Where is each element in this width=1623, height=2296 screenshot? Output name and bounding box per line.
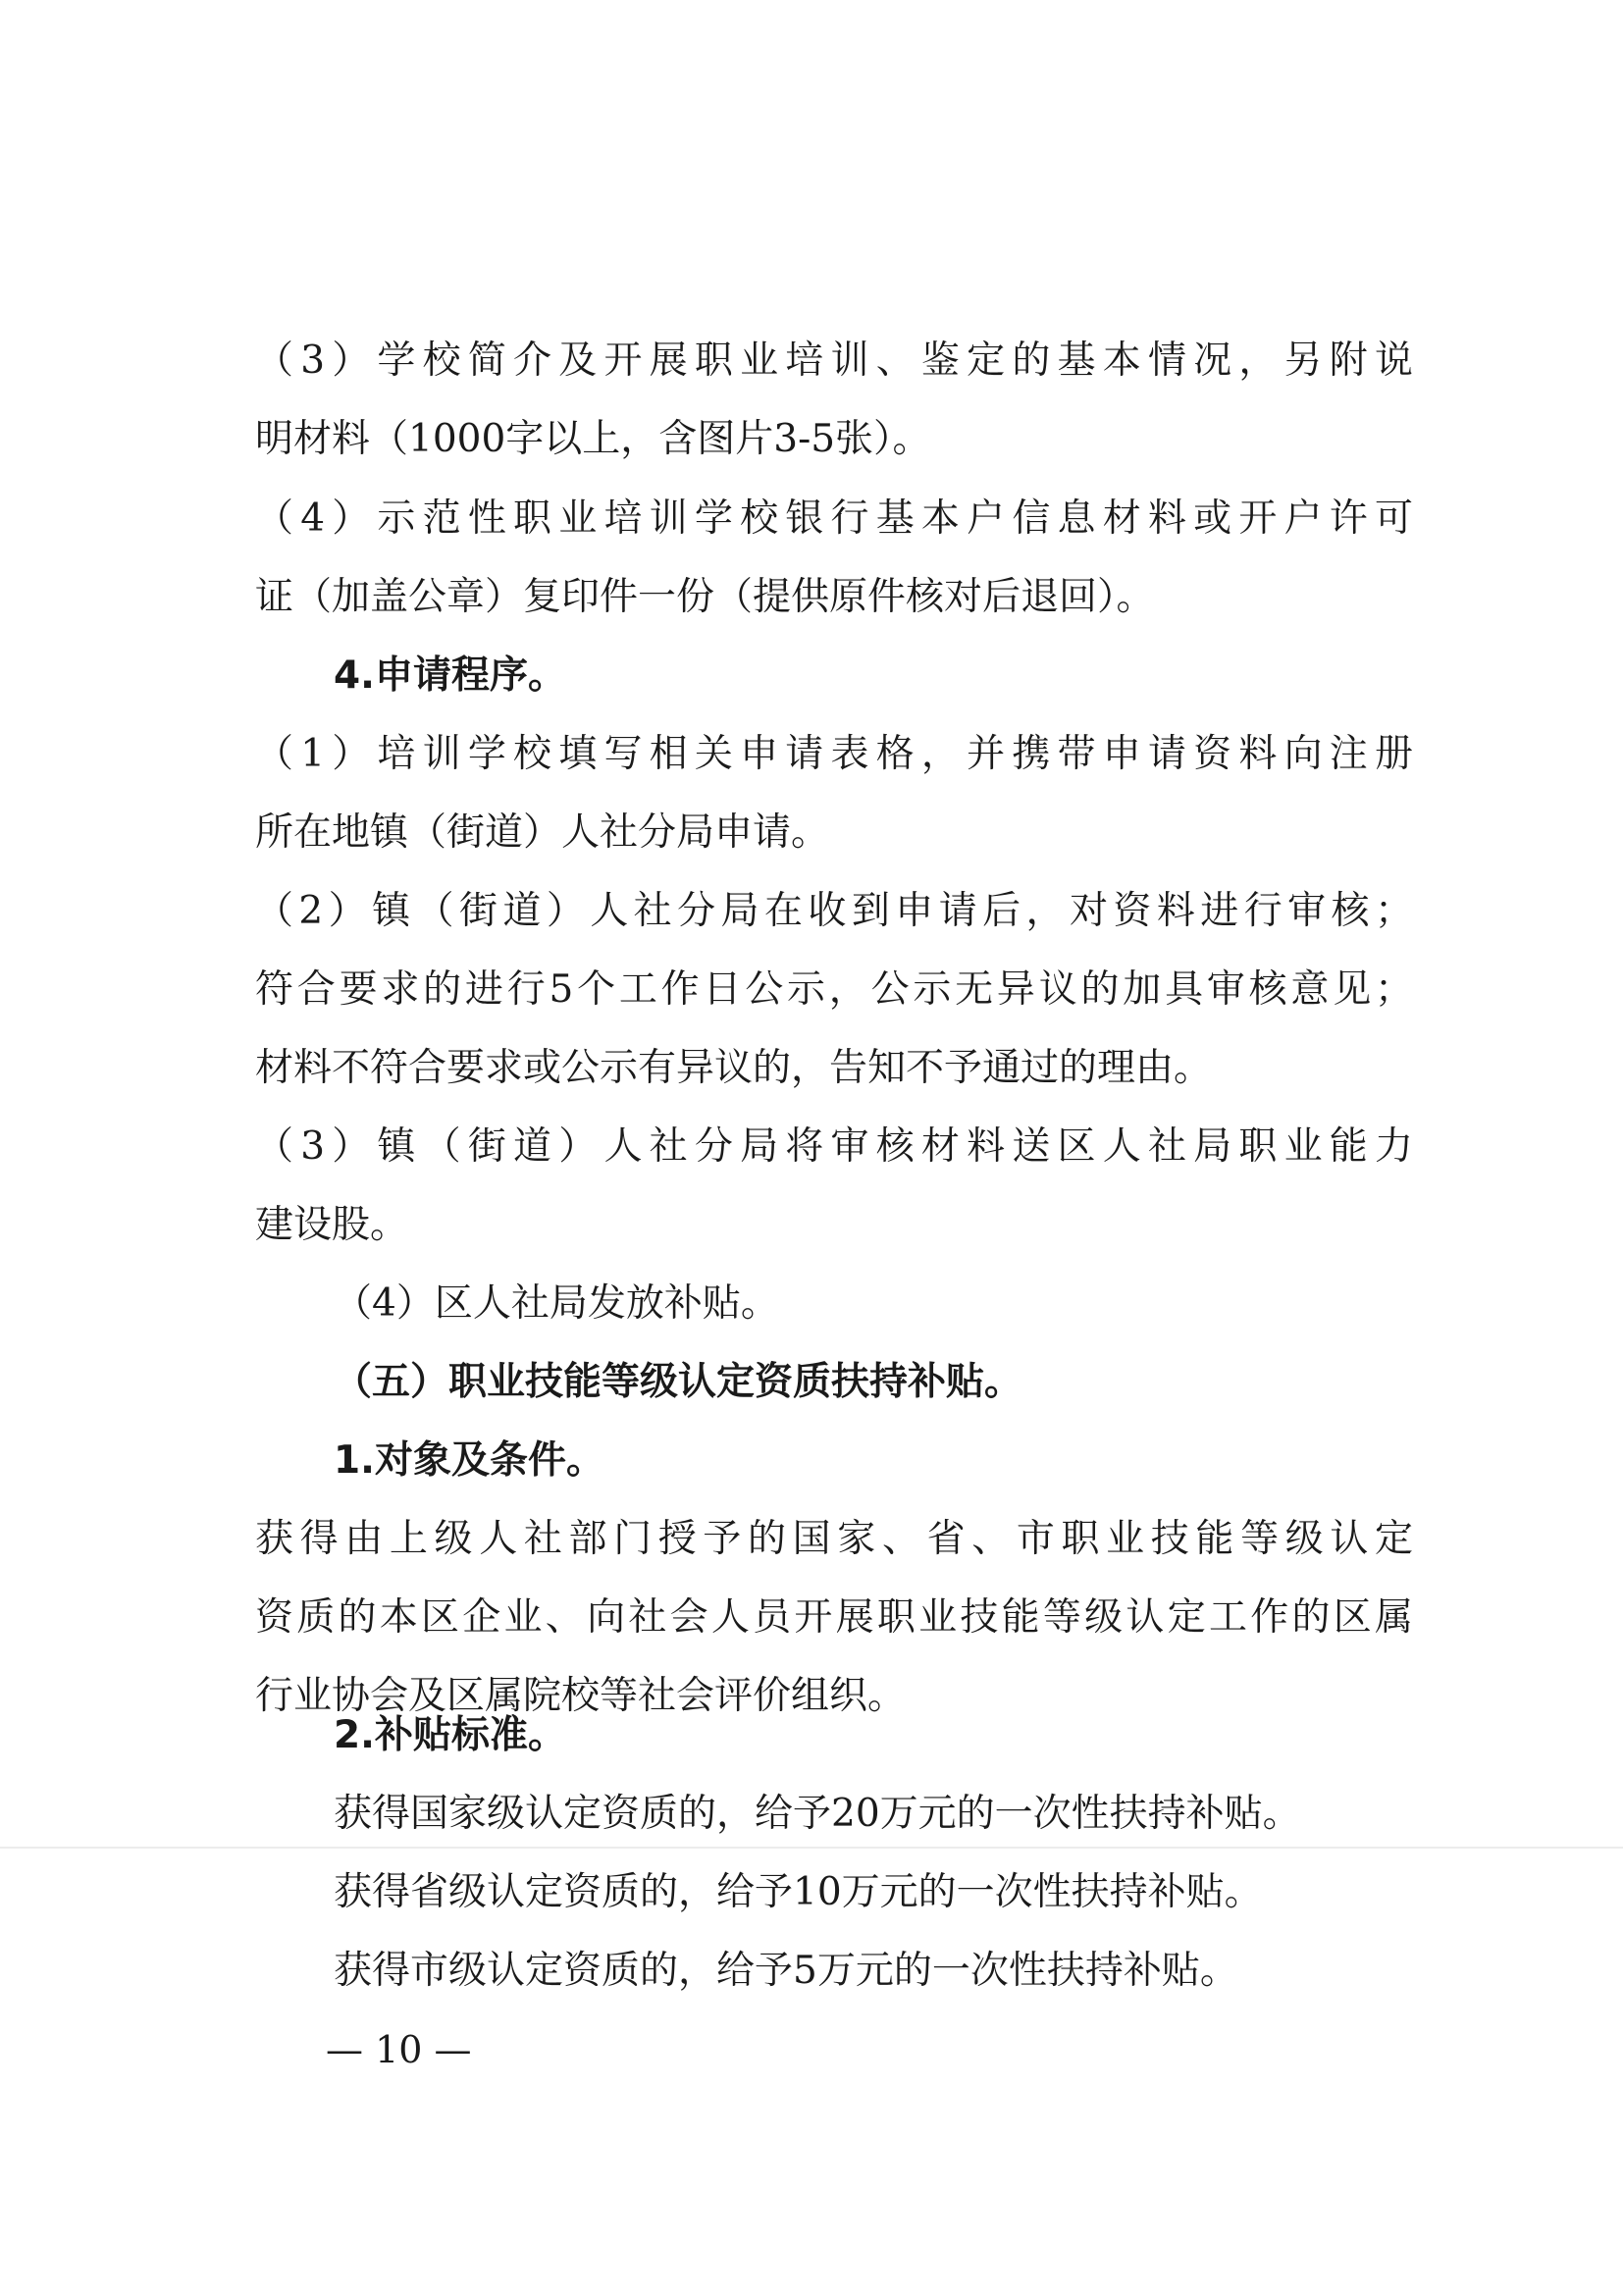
target-line2: 资质的本区企业、向社会人员开展职业技能等级认定工作的区属 bbox=[255, 1595, 1413, 1640]
standard-provincial: 获得省级认定资质的，给予10万元的一次性扶持补贴。 bbox=[334, 1870, 1263, 1914]
proc-2-line2: 符合要求的进行5个工作日公示，公示无异议的加具审核意见； bbox=[255, 967, 1413, 1012]
target-line3: 行业协会及区属院校等社会评价组织。 bbox=[255, 1674, 907, 1718]
para-4-line2: 证（加盖公章）复印件一份（提供原件核对后退回）。 bbox=[255, 575, 1155, 619]
standard-municipal: 获得市级认定资质的，给予5万元的一次性扶持补贴。 bbox=[334, 1949, 1238, 1993]
proc-2-line3: 材料不符合要求或公示有异议的，告知不予通过的理由。 bbox=[255, 1046, 1213, 1090]
proc-3-line1: （3）镇（街道）人社分局将审核材料送区人社局职业能力 bbox=[255, 1124, 1413, 1169]
target-line1: 获得由上级人社部门授予的国家、省、市职业技能等级认定 bbox=[255, 1517, 1413, 1561]
proc-3-line2: 建设股。 bbox=[255, 1203, 409, 1247]
standard-national: 获得国家级认定资质的，给予20万元的一次性扶持补贴。 bbox=[334, 1792, 1301, 1836]
proc-2-line1: （2）镇（街道）人社分局在收到申请后，对资料进行审核； bbox=[255, 889, 1413, 933]
proc-1-line2: 所在地镇（街道）人社分局申请。 bbox=[255, 810, 830, 855]
page-number: — 10 — bbox=[326, 2028, 472, 2071]
heading-application-procedure: 4.申请程序。 bbox=[334, 653, 566, 698]
heading-subsidy-standard: 2.补贴标准。 bbox=[334, 1713, 566, 1757]
para-4-line1: （4）示范性职业培训学校银行基本户信息材料或开户许可 bbox=[255, 496, 1413, 541]
heading-target-conditions: 1.对象及条件。 bbox=[334, 1438, 604, 1483]
proc-4-line1: （4）区人社局发放补贴。 bbox=[334, 1281, 779, 1326]
para-3-line2: 明材料（1000字以上，含图片3-5张）。 bbox=[255, 417, 931, 461]
para-3-line1: （3）学校简介及开展职业培训、鉴定的基本情况，另附说 bbox=[255, 339, 1413, 383]
proc-1-line1: （1）培训学校填写相关申请表格，并携带申请资料向注册 bbox=[255, 732, 1413, 776]
section-5-heading: （五）职业技能等级认定资质扶持补贴。 bbox=[334, 1360, 1023, 1404]
